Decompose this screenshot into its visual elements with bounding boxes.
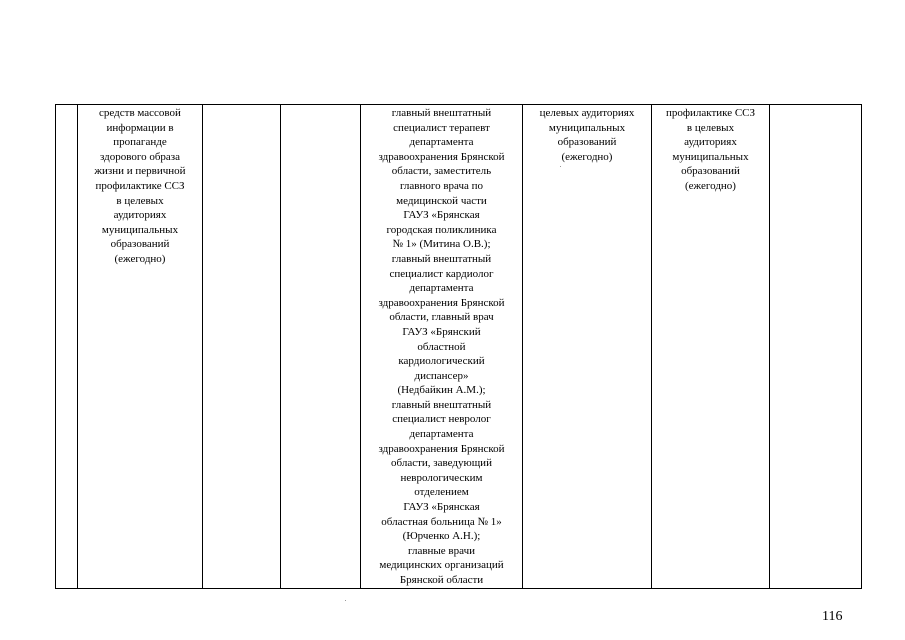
cell-empty-3 <box>203 105 281 589</box>
indicator-text: профилактике ССЗ в целевых аудиториях муниципальных образований (ежегодно) <box>665 107 756 192</box>
cell-responsible <box>361 105 523 589</box>
cell-number <box>56 105 78 589</box>
cell-result <box>523 105 652 589</box>
cell-activity <box>78 105 203 589</box>
scan-artifact <box>560 166 561 167</box>
result-text: целевых аудиториях муниципальных образований (ежегодно) <box>539 107 635 163</box>
cell-empty-8 <box>770 105 862 589</box>
activity-text: средств массовой информации в пропаганде здорового образа жизни и первичной профилактике ССЗ в целевых аудиториях муниципальных образований (ежегодно) <box>94 107 186 265</box>
cell-indicator <box>652 105 770 589</box>
table-row <box>56 105 862 589</box>
document-table <box>55 104 862 589</box>
responsible-text: главный внештатный специалист терапевт департамента здравоохранения Брянской области, заместитель главного врача по медицинской части ГАУЗ «Брянская городская поликлиника № 1» (Митина О.В.); главный внештатный специалист кардиолог департамента здравоохранения Брянской области, главный врач ГАУЗ «Брянский областной кардиологический диспансер» (Недбайкин А.М.); главный внештатный специалист невролог департамента здравоохранения Брянской области, заведующий неврологическим отделением ГАУЗ «Брянская областная больница № 1» (Юрченко А.Н.); главные врачи медицинских организаций Брянской области <box>378 107 505 586</box>
page-number: 116 <box>822 609 843 624</box>
cell-empty-4 <box>281 105 361 589</box>
scan-artifact <box>345 600 346 601</box>
